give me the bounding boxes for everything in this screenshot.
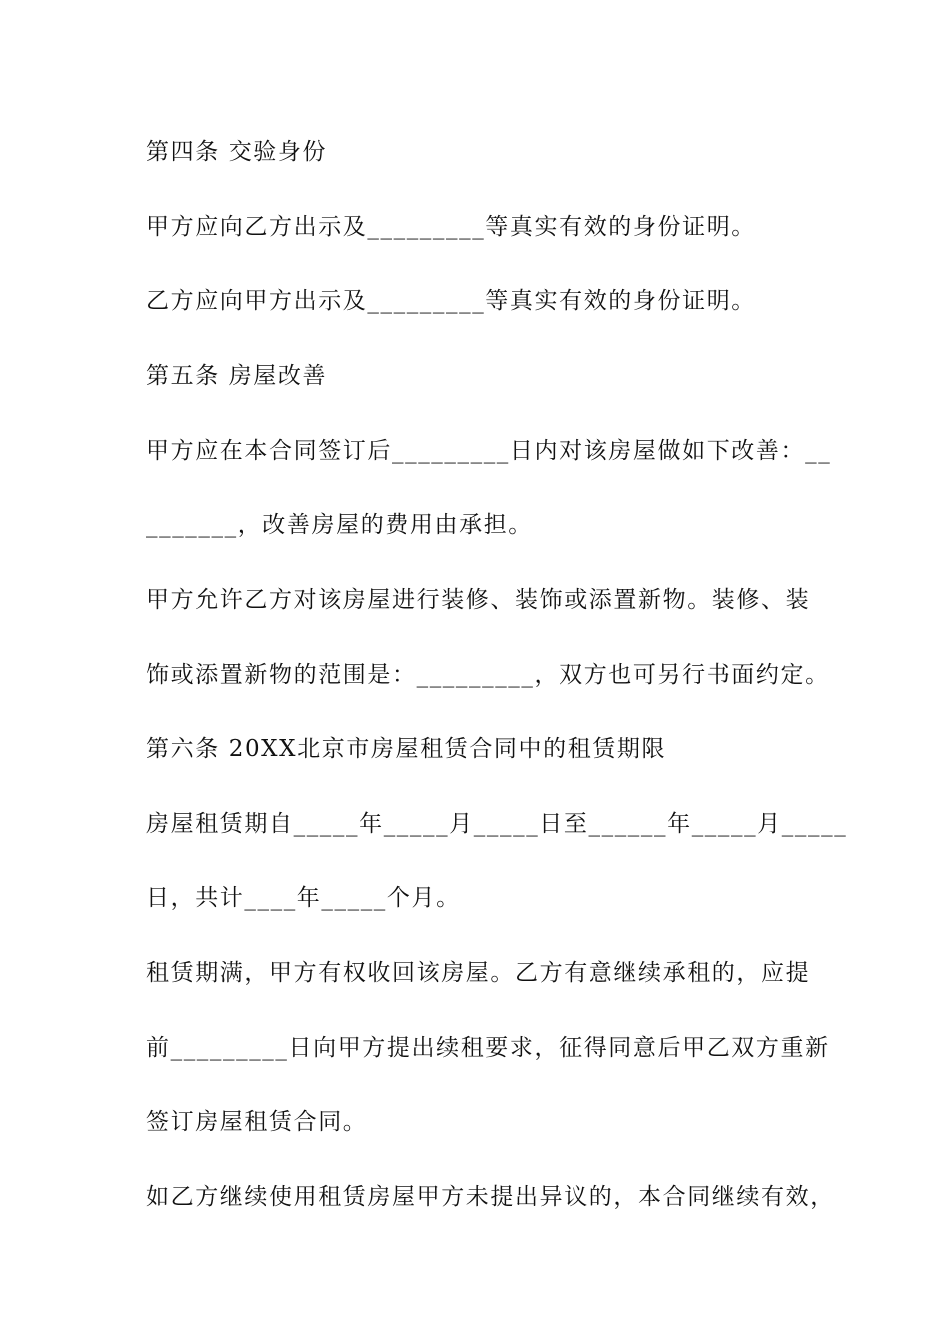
paragraph-line: 前_________日向甲方提出续租要求，征得同意后甲乙双方重新	[146, 1035, 830, 1061]
paragraph-line: 饰或添置新物的范围是：_________，双方也可另行书面约定。	[146, 662, 830, 688]
paragraph-line: 签订房屋租赁合同。	[146, 1109, 368, 1135]
paragraph-line: 日，共计____年_____个月。	[146, 885, 461, 911]
paragraph-line: 如乙方继续使用租赁房屋甲方未提出异议的，本合同继续有效，	[146, 1184, 835, 1210]
article-4-heading: 第四条 交验身份	[146, 139, 328, 165]
article-6-heading: 第六条 20XX北京市房屋租赁合同中的租赁期限	[146, 736, 667, 762]
paragraph-line: 房屋租赁期自_____年_____月_____日至______年_____月_____	[146, 811, 848, 837]
paragraph-line: 乙方应向甲方出示及_________等真实有效的身份证明。	[146, 288, 756, 314]
paragraph-line: _______，改善房屋的费用由承担。	[146, 512, 533, 538]
paragraph-line: 甲方允许乙方对该房屋进行装修、装饰或添置新物。装修、装	[146, 587, 811, 613]
paragraph-line: 甲方应向乙方出示及_________等真实有效的身份证明。	[146, 214, 756, 240]
paragraph-line: 租赁期满，甲方有权收回该房屋。乙方有意继续承租的，应提	[146, 960, 811, 986]
article-5-heading: 第五条 房屋改善	[146, 363, 328, 389]
paragraph-line: 甲方应在本合同签订后_________日内对该房屋做如下改善：__	[146, 438, 832, 464]
